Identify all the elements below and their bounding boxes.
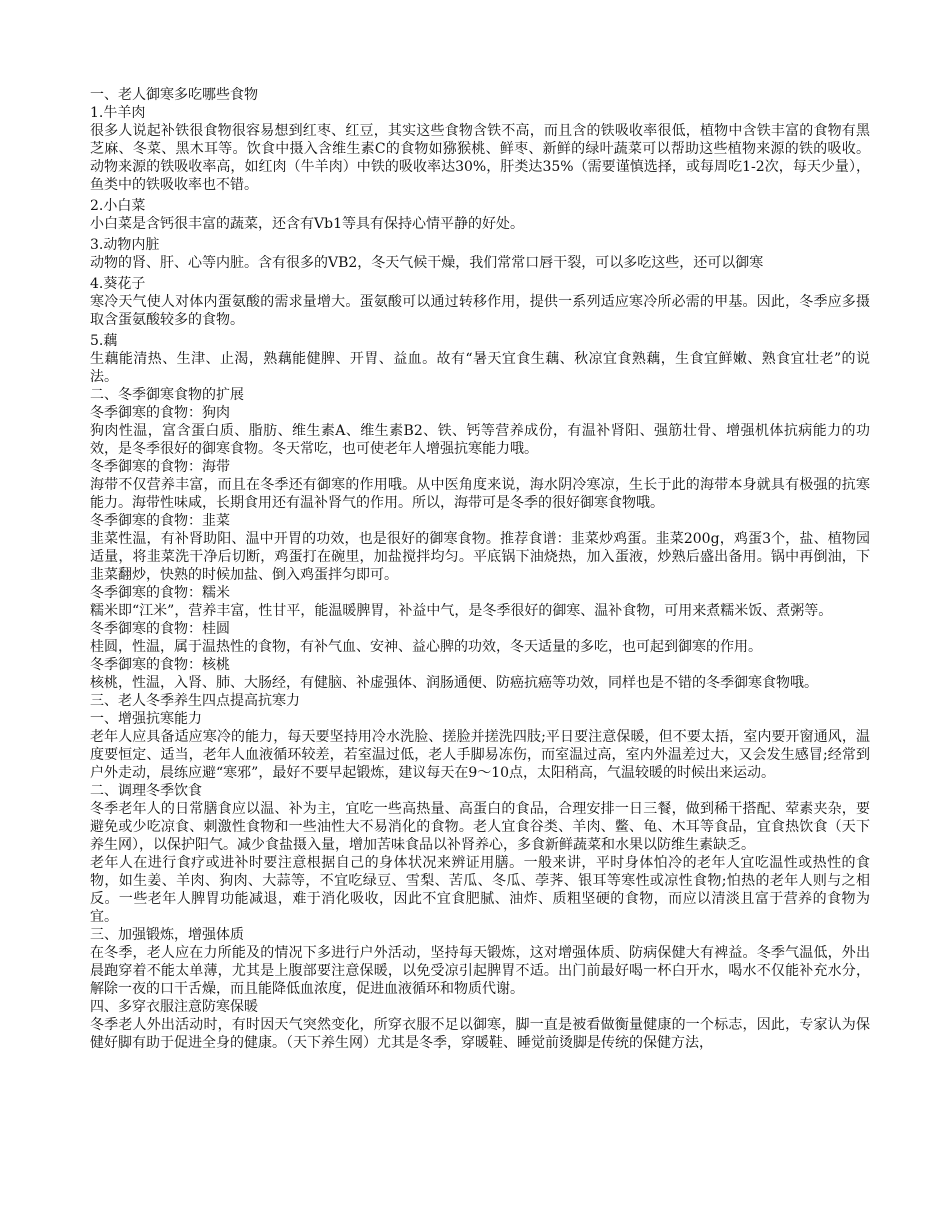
section-heading: 三、加强锻炼，增强体质 [90,927,244,943]
section-heading: 冬季御寒的食物：糯米 [90,585,230,601]
section-heading: 冬季御寒的食物：核桃 [90,657,230,673]
paragraph: 老年人在进行食疗或进补时要注意根据自己的身体状况来辨证用膳。一般来讲，平时身体怕冷的老年人宜吃温性或热性的食物，如生姜、羊肉、狗肉、大蒜等，不宜吃绿豆、雪梨、苦瓜、冬瓜、荸荠、银耳等寒性或凉性食物;怕热的老年人则与之相反。一些老年人脾胃功能减退，难于消化吸收，因此不宜食肥腻、油炸、质粗坚硬的食物，而应以清淡且富于营养的食物为宜。 [90,855,870,925]
paragraph: 生藕能清热、生津、止渴，熟藕能健脾、开胃、益血。故有“暑天宜食生藕、秋凉宜食熟藕，生食宜鲜嫩、熟食宜壮老”的说法。 [90,351,870,385]
paragraph: 在冬季，老人应在力所能及的情况下多进行户外活动，坚持每天锻炼，这对增强体质、防病保健大有裨益。冬季气温低，外出晨跑穿着不能太单薄，尤其是上腹部要注意保暖，以免受凉引起脾胃不适。出门前最好喝一杯白开水，喝水不仅能补充水分，解除一夜的口干舌燥，而且能降低血浓度，促进血液循环和物质代谢。 [90,945,870,997]
paragraph: 小白菜是含钙很丰富的蔬菜，还含有Vb1等具有保持心情平静的好处。 [90,216,524,232]
section-heading: 冬季御寒的食物：海带 [90,459,230,475]
paragraph: 桂圆，性温，属于温热性的食物，有补气血、安神、益心脾的功效，冬天适量的多吃，也可起到御寒的作用。 [90,639,762,655]
section-heading: 冬季御寒的食物：桂圆 [90,621,230,637]
paragraph: 冬季老人外出活动时，有时因天气突然变化，所穿衣服不足以御寒，脚一直是被看做衡量健康的一个标志，因此，专家认为保健好脚有助于促进全身的健康。（天下养生网）尤其是冬季，穿暖鞋、睡觉前烫脚是传统的保健方法， [90,1017,870,1051]
section-heading: 3.动物内脏 [90,237,160,253]
section-heading: 5.藕 [90,333,118,349]
paragraph: 核桃，性温，入肾、肺、大肠经，有健脑、补虚强体、润肠通便、防癌抗癌等功效，同样也是不错的冬季御寒食物哦。 [90,675,818,691]
section-heading: 2.小白菜 [90,198,146,214]
paragraph: 韭菜性温，有补肾助阳、温中开胃的功效，也是很好的御寒食物。推荐食谱：韭菜炒鸡蛋。韭菜200g，鸡蛋3个，盐、植物园适量，将韭菜洗干净后切断，鸡蛋打在碗里，加盐搅拌均匀。平底锅下油烧热，加入蛋液，炒熟后盛出备用。锅中再倒油，下韭菜翻炒，快熟的时候加盐、倒入鸡蛋拌匀即可。 [90,531,870,583]
paragraph: 冬季老年人的日常膳食应以温、补为主，宜吃一些高热量、高蛋白的食品，合理安排一日三餐，做到稀干搭配、荤素夹杂，要避免或少吃凉食、刺激性食物和一些油性大不易消化的食物。老人宜食谷类、羊肉、鳖、龟、木耳等食品，宜食热饮食（天下养生网），以保护阳气。减少食盐摄入量，增加苦味食品以补肾养心，多食新鲜蔬菜和水果以防维生素缺乏。 [90,801,870,853]
paragraph: 老年人应具备适应寒冷的能力，每天要坚持用冷水洗脸、搓脸并搓洗四肢;平日要注意保暖，但不要太捂，室内要开窗通风，温度要恒定、适当，老年人血液循环较差，若室温过低，老人手脚易冻伤，而室温过高，室内外温差过大，又会发生感冒;经常到户外走动，晨练应避“寒邪”，最好不要早起锻炼，建议每天在9～10点，太阳稍高，气温较暖的时候出来运动。 [90,729,870,781]
section-heading: 4.葵花子 [90,276,146,292]
section-heading: 一、增强抗寒能力 [90,711,202,727]
section-heading: 二、冬季御寒食物的扩展 [90,387,244,403]
paragraph: 狗肉性温，富含蛋白质、脂肪、维生素A、维生素B2、铁、钙等营养成份，有温补肾阳、强筋壮骨、增强机体抗病能力的功效，是冬季很好的御寒食物。冬天常吃，也可使老年人增强抗寒能力哦。 [90,423,870,457]
section-heading: 三、老人冬季养生四点提高抗寒力 [90,693,300,709]
paragraph: 动物的肾、肝、心等内脏。含有很多的VB2，冬天气候干燥，我们常常口唇干裂，可以多吃这些，还可以御寒 [90,255,764,271]
section-heading: 二、调理冬季饮食 [90,783,202,799]
paragraph: 寒冷天气使人对体内蛋氨酸的需求量增大。蛋氨酸可以通过转移作用，提供一系列适应寒冷所必需的甲基。因此，冬季应多摄取含蛋氨酸较多的食物。 [90,294,870,328]
paragraph: 海带不仅营养丰富，而且在冬季还有御寒的作用哦。从中医角度来说，海水阴冷寒凉，生长于此的海带本身就具有极强的抗寒能力。海带性味咸，长期食用还有温补肾气的作用。所以，海带可是冬季的很好御寒食物哦。 [90,477,870,511]
section-heading: 1.牛羊肉 [90,105,146,121]
section-heading: 四、多穿衣服注意防寒保暖 [90,999,258,1015]
paragraph: 很多人说起补铁很食物很容易想到红枣、红豆，其实这些食物含铁不高，而且含的铁吸收率很低，植物中含铁丰富的食物有黑芝麻、冬菜、黑木耳等。饮食中摄入含维生素C的食物如猕猴桃、鲜枣、新鲜的绿叶蔬菜可以帮助这些植物来源的铁的吸收。动物来源的铁吸收率高，如红肉（牛羊肉）中铁的吸收率达30%，肝类达35%（需要谨慎选择，或每周吃1-2次，每天少量），鱼类中的铁吸收率也不错。 [90,123,870,193]
section-heading: 一、老人御寒多吃哪些食物 [90,87,258,103]
section-heading: 冬季御寒的食物：韭菜 [90,513,230,529]
section-heading: 冬季御寒的食物：狗肉 [90,405,230,421]
paragraph: 糯米即“江米”，营养丰富，性甘平，能温暖脾胃，补益中气，是冬季很好的御寒、温补食物，可用来煮糯米饭、煮粥等。 [90,603,833,619]
document-body [90,86,870,1052]
